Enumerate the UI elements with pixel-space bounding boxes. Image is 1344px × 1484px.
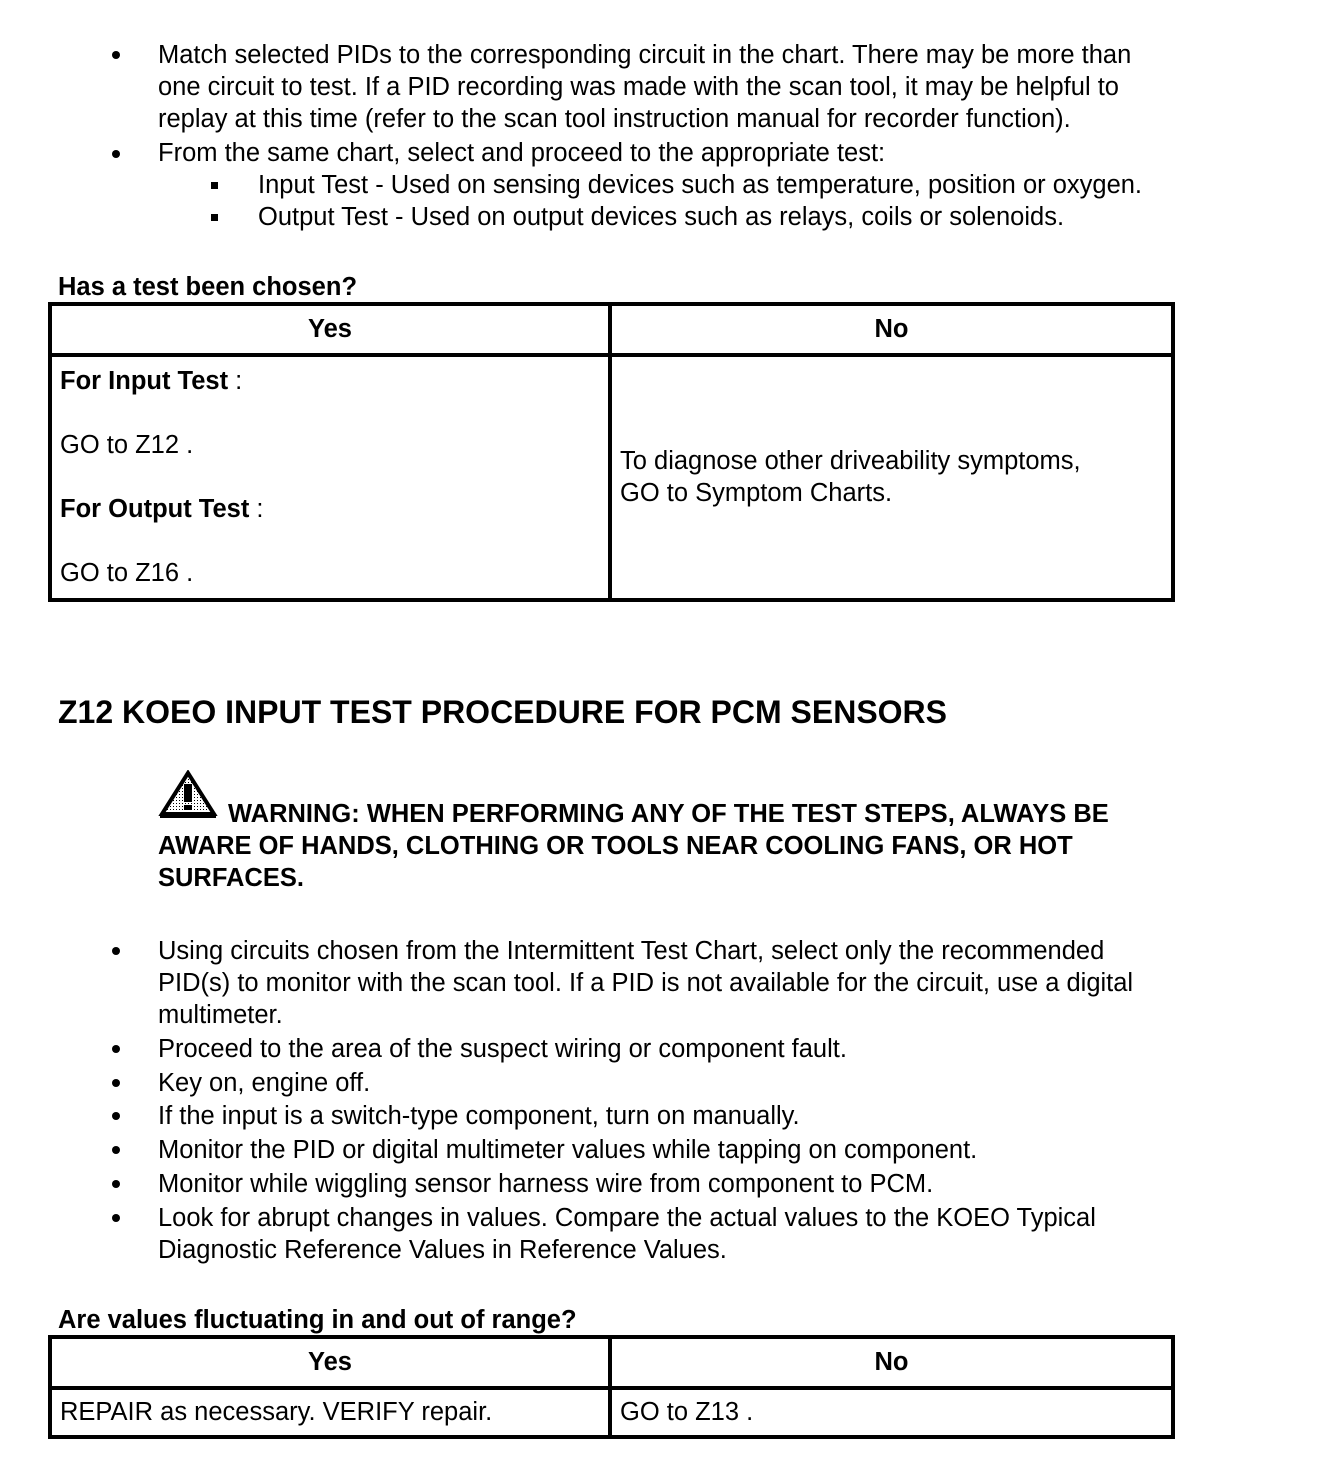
square-bullet-icon [211, 182, 218, 189]
go-to-z12-link[interactable]: GO to Z12 . [60, 431, 194, 459]
square-bullet-icon [211, 214, 218, 221]
yes-header: Yes [50, 1337, 610, 1388]
bullet-icon [112, 51, 120, 59]
intro-bullet-1-line-3: replay at this time (refer to the scan tool instruction manual for recorder function). [158, 105, 1071, 133]
procedure-step-6: Monitor while wiggling sensor harness wire from component to PCM. [158, 1170, 934, 1198]
go-to-z16-link[interactable]: GO to Z16 . [60, 559, 194, 587]
no-cell-line-1: To diagnose other driveability symptoms, [620, 447, 1081, 475]
values-fluctuating-table [48, 1335, 1175, 1439]
bullet-icon [112, 1180, 120, 1188]
go-to-symptom-charts-link[interactable]: GO to Symptom Charts. [620, 479, 893, 507]
procedure-step-4: If the input is a switch-type component, turn on manually. [158, 1102, 800, 1130]
bullet-icon [112, 1079, 120, 1087]
procedure-step-2: Proceed to the area of the suspect wiring or component fault. [158, 1035, 847, 1063]
warning-line-3: SURFACES. [158, 864, 304, 892]
warning-triangle-icon [158, 770, 218, 822]
sub-bullet-input-test: Input Test - Used on sensing devices such as temperature, position or oxygen. [258, 171, 1143, 199]
intro-bullet-2-line-1: From the same chart, select and proceed to the appropriate test: [158, 139, 886, 167]
input-test-label: For Input Test : [60, 367, 243, 395]
procedure-step-5: Monitor the PID or digital multimeter values while tapping on component. [158, 1136, 978, 1164]
question-values-fluctuating: Are values fluctuating in and out of range? [58, 1306, 577, 1334]
go-to-z13-link[interactable]: GO to Z13 . [610, 1388, 1173, 1437]
yes-cell [50, 355, 610, 600]
sub-bullet-output-test: Output Test - Used on output devices such as relays, coils or solenoids. [258, 203, 1065, 231]
procedure-step-7-line-1: Look for abrupt changes in values. Compare the actual values to the KOEO Typical [158, 1204, 1096, 1232]
warning-line-2: AWARE OF HANDS, CLOTHING OR TOOLS NEAR COOLING FANS, OR HOT [158, 832, 1073, 860]
no-header: No [610, 304, 1173, 355]
intro-bullet-1-line-1: Match selected PIDs to the corresponding circuit in the chart. There may be more than [158, 41, 1132, 69]
question-test-chosen: Has a test been chosen? [58, 273, 358, 301]
procedure-step-1-line-2: PID(s) to monitor with the scan tool. If a PID is not available for the circuit, use a digital [158, 969, 1134, 997]
test-chosen-table [48, 302, 1175, 602]
procedure-step-3: Key on, engine off. [158, 1069, 371, 1097]
bullet-icon [112, 947, 120, 955]
warning-line-1: WARNING: WHEN PERFORMING ANY OF THE TEST STEPS, ALWAYS BE [228, 800, 1109, 828]
bullet-icon [112, 1045, 120, 1053]
bullet-icon [112, 150, 120, 158]
repair-verify-cell: REPAIR as necessary. VERIFY repair. [50, 1388, 610, 1437]
procedure-step-1-line-3: multimeter. [158, 1001, 283, 1029]
intro-bullet-1-line-2: one circuit to test. If a PID recording was made with the scan tool, it may be helpful to [158, 73, 1119, 101]
bullet-icon [112, 1112, 120, 1120]
section-title: Z12 KOEO INPUT TEST PROCEDURE FOR PCM SENSORS [58, 694, 947, 730]
no-cell [610, 355, 1173, 600]
no-header: No [610, 1337, 1173, 1388]
procedure-step-1-line-1: Using circuits chosen from the Intermittent Test Chart, select only the recommended [158, 937, 1105, 965]
procedure-step-7-line-2: Diagnostic Reference Values in Reference Values. [158, 1236, 727, 1264]
bullet-icon [112, 1146, 120, 1154]
output-test-label: For Output Test : [60, 495, 264, 523]
yes-header: Yes [50, 304, 610, 355]
bullet-icon [112, 1214, 120, 1222]
